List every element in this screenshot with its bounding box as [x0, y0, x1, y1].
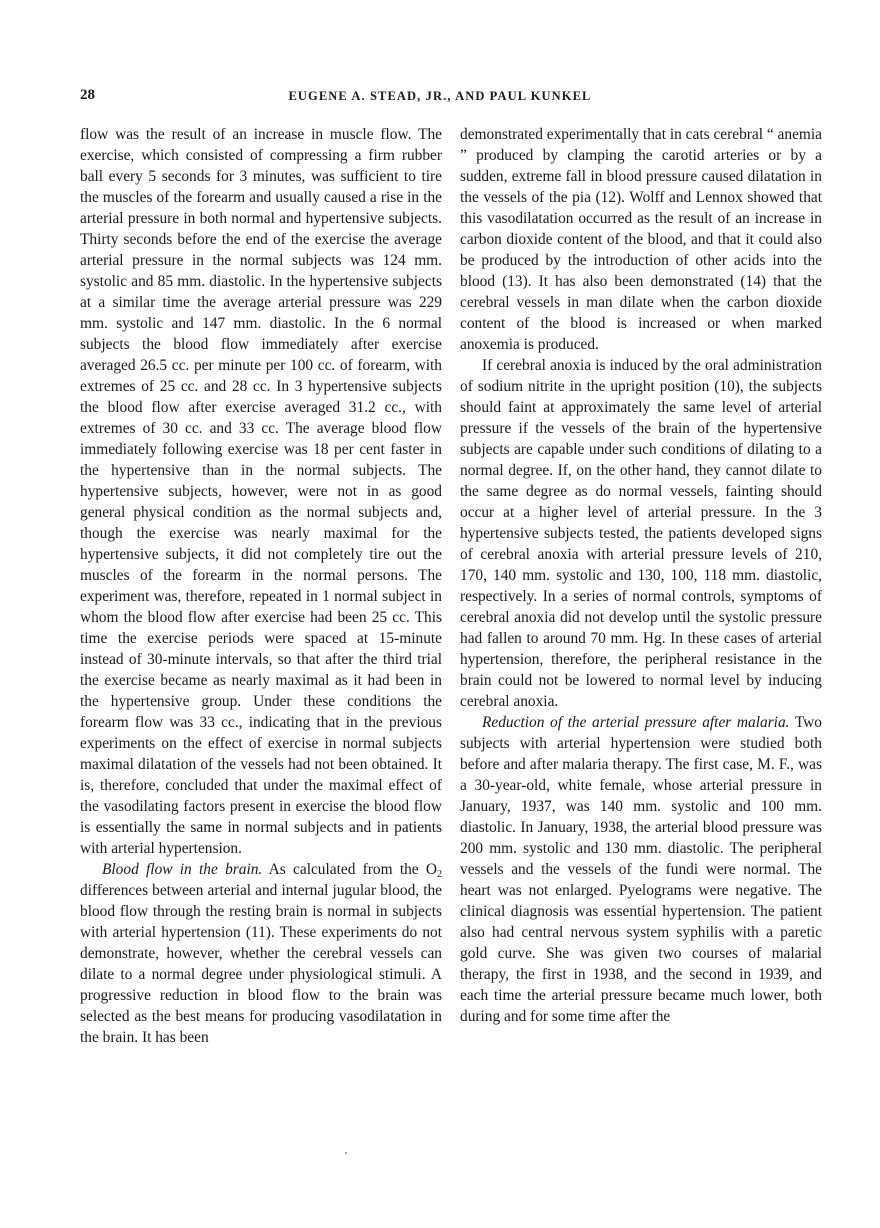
running-head: EUGENE A. STEAD, JR., AND PAUL KUNKEL — [288, 89, 592, 103]
right-paragraph-anoxia: If cerebral anoxia is induced by the oral administration of sodium nitrite in the upright position (10), the subjects should faint at approximately the same level of arterial pressure if the vessels of the brain of the hypertensive subjects are capable under such conditions of dilating to a normal degree. If, on the other hand, they cannot dilate to the same degree as do normal vessels, fainting should occur at a higher level of arterial pressure. In the 3 hypertensive subjects tested, the patients developed signs of cerebral anoxia with arterial pressure levels of 210, 170, 140 mm. systolic and 130, 100, 118 mm. diastolic, respectively. In a series of normal controls, symptoms of cerebral anoxia did not develop until the systolic pressure had fallen to around 70 mm. Hg. In these cases of arterial hypertension, therefore, the peripheral resistance in the brain could not be lowered to normal level by inducing cerebral anoxia. — [460, 357, 822, 710]
section-heading-brain: Blood flow in the brain. — [102, 861, 263, 878]
malaria-text: Two subjects with arterial hypertension were studied both before and after malaria therapy. The first case, M. F., was a 30-year-old, white female, whose arterial pressure in January, 1937, was 140 mm. systolic and 100 mm. diastolic. In January, 1938, the arterial blood pressure was 200 mm. systolic and 130 mm. diastolic. The peripheral vessels and the vessels of the fundi were normal. The heart was not enlarged. Pyelograms were negative. The clinical diagnosis was essential hypertension. The patient also had central nervous system syphilis with a paretic gold curve. She was given two courses of malarial therapy, the first in 1938, and the second in 1939, and each time the arterial pressure became much lower, both during and for some time after the — [460, 714, 822, 1025]
oxygen-subscript: 2 — [437, 869, 442, 880]
brain-text-b: differences between arterial and internal jugular blood, the blood flow through the resting brain is normal in subjects with arterial hypertension (11). These experiments do not demonstrate, however, whether the cerebral vessels can dilate to a normal degree under physiological stimuli. A progressive reduction in blood flow to the brain was selected as the best means for producing vasodilatation in the brain. It has been — [80, 882, 442, 1046]
footer-mark — [345, 1152, 347, 1154]
left-paragraph-exercise: flow was the result of an increase in muscle flow. The exercise, which consisted of compressing a firm rubber ball every 5 seconds for 3 minutes, was sufficient to tire the muscles of the forearm and usually caused a rise in the arterial pressure in both normal and hypertensive subjects. Thirty seconds before the end of the exercise the average arterial pressure in the normal subjects was 124 mm. systolic and 85 mm. diastolic. In the hypertensive subjects at a similar time the average arterial pressure was 229 mm. systolic and 147 mm. diastolic. In the 6 normal subjects the blood flow immediately after exercise averaged 26.5 cc. per minute per 100 cc. of forearm, with extremes of 25 cc. and 28 cc. In 3 hypertensive subjects the blood flow after exercise averaged 31.2 cc., with extremes of 30 cc. and 33 cc. The average blood flow immediately following exercise was 18 per cent faster in the hypertensive than in the normal subjects. The hypertensive subjects, however, were not in as good general physical condition as the normal subjects and, though the exercise was nearly maximal for the hypertensive subjects, it did not completely tire out the muscles of the forearm in the normal persons. The experiment was, therefore, repeated in 1 normal subject in whom the blood flow after exercise had been 25 cc. This time the exercise periods were spaced at 15-minute instead of 30-minute intervals, so that after the third trial the exercise became as nearly maximal as it had been in the hypertensive group. Under these conditions the forearm flow was 33 cc., indicating that in the previous experiments on the effect of exercise in normal subjects maximal dilatation of the vessels had not been obtained. It is, therefore, concluded that under the maximal effect of the vasodilating factors present in exercise the blood flow is essentially the same in normal subjects and in patients with arterial hypertension. — [80, 126, 442, 857]
right-paragraph-malaria — [460, 712, 822, 1027]
page-number: 28 — [80, 87, 95, 103]
right-paragraph-experimental: demonstrated experimentally that in cats cerebral “ anemia ” produced by clamping the carotid arteries or by a sudden, extreme fall in blood pressure caused dilatation in the vessels of the pia (12). Wolff and Lennox showed that this vasodilatation occurred as the result of an increase in carbon dioxide content of the blood, and that it could also be produced by the introduction of other acids into the blood (13). It has also been demonstrated (14) that the cerebral vessels in man dilate when the carbon dioxide content of the blood is increased or when marked anoxemia is produced. — [460, 126, 822, 353]
right-column — [460, 124, 822, 1027]
left-paragraph-brain — [80, 859, 442, 1048]
section-heading-malaria: Reduction of the arterial pressure after malaria. — [482, 714, 790, 731]
left-column — [80, 124, 442, 1048]
brain-text-a: As calculated from the O — [268, 861, 437, 878]
